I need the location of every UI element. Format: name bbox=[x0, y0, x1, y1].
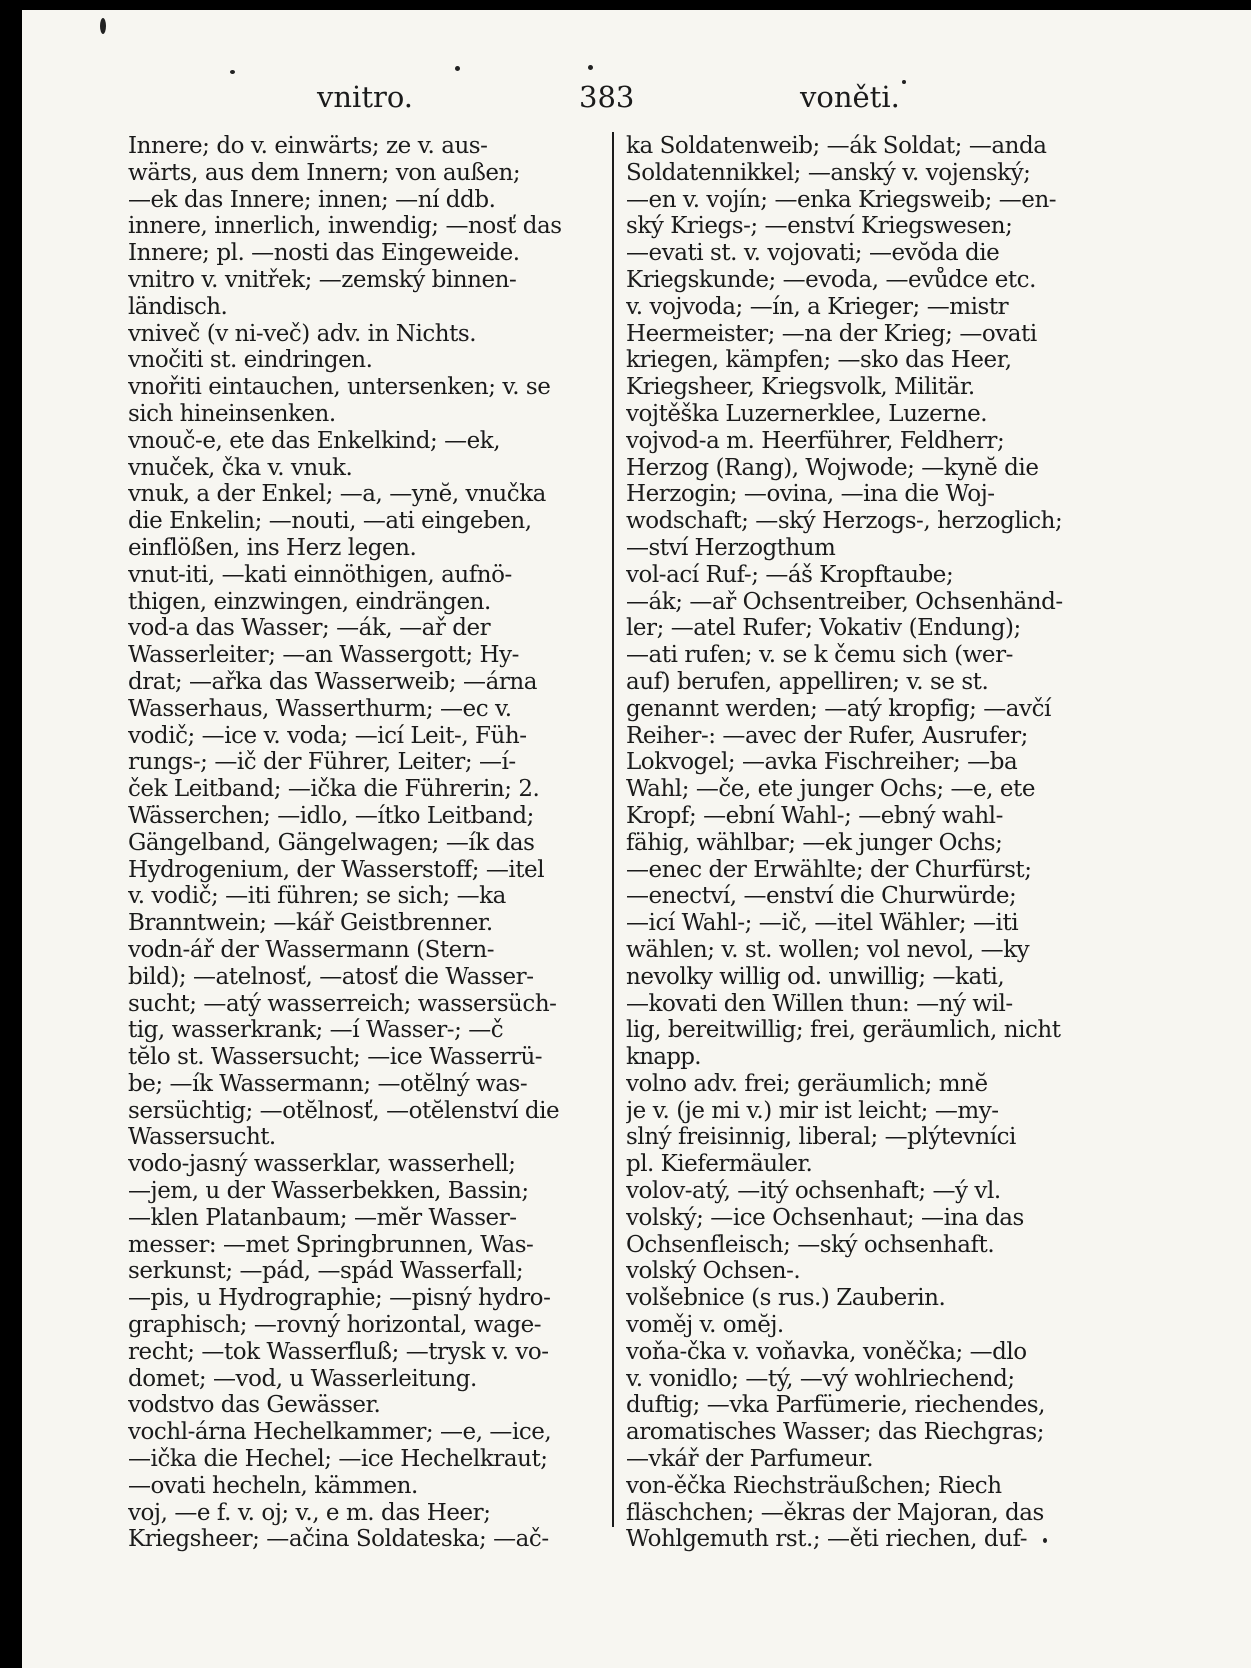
entry-line: graphisch; —rovný horizontal, wage- bbox=[128, 1312, 542, 1339]
entry-line: ler; —atel Rufer; Vokativ (Endung); bbox=[626, 615, 1021, 642]
entry-line: vojvod-a m. Heerführer, Feldherr; bbox=[626, 427, 1005, 454]
entry-line: Innere; do v. einwärts; ze v. aus- bbox=[128, 133, 488, 159]
entry-line: Kriegskunde; —evoda, —evůdce etc. bbox=[626, 266, 1036, 293]
entry-line: —ati rufen; v. se k čemu sich (wer- bbox=[626, 642, 1013, 669]
ink-speck bbox=[455, 66, 460, 71]
entry-line: fähig, wählbar; —ek junger Ochs; bbox=[626, 829, 1003, 856]
entry-line: —icí Wahl-; —ič, —itel Wähler; —iti bbox=[626, 910, 1019, 937]
entry-line: v. vodič; —iti führen; se sich; —ka bbox=[128, 883, 506, 910]
entry-line: —enectví, —enství die Churwürde; bbox=[626, 883, 1017, 910]
ink-speck bbox=[230, 70, 235, 74]
entry-line: vnořiti eintauchen, untersenken; v. se bbox=[128, 374, 551, 401]
entry-line: vodo-jasný wasserklar, wasserhell; bbox=[128, 1151, 516, 1178]
entry-line: v. vonidlo; —tý, —vý wohlriechend; bbox=[626, 1365, 1015, 1392]
entry-line: messer: —met Springbrunnen, Was- bbox=[128, 1231, 534, 1258]
entry-line: voňa-čka v. voňavka, voněčka; —dlo bbox=[626, 1338, 1027, 1365]
entry-line: Branntwein; —kář Geistbrenner. bbox=[128, 910, 493, 937]
entry-line: Kriegsheer; —ačina Soldateska; —ač- bbox=[128, 1526, 549, 1553]
entry-line: serkunst; —pád, —spád Wasserfall; bbox=[128, 1258, 524, 1285]
entry-line: volský Ochsen-. bbox=[626, 1258, 801, 1285]
entry-line: vojtěška Luzernerklee, Luzerne. bbox=[626, 400, 988, 427]
entry-line: kriegen, kämpfen; —sko das Heer, bbox=[626, 347, 1012, 374]
entry-line: —klen Platanbaum; —mĕr Wasser- bbox=[128, 1204, 517, 1231]
entry-line: Herzog (Rang), Wojwode; —kynĕ die bbox=[626, 454, 1039, 481]
entry-line: Gängelband, Gängelwagen; —ík das bbox=[128, 829, 535, 856]
entry-line: be; —ík Wassermann; —otĕlný was- bbox=[128, 1070, 528, 1097]
entry-line: vnouč-e, ete das Enkelkind; —ek, bbox=[128, 427, 501, 454]
entry-line: slný freisinnig, liberal; —plýtevníci bbox=[626, 1124, 1016, 1151]
left-guide-word: vnitro. bbox=[317, 80, 414, 114]
entry-line: einflößen, ins Herz legen. bbox=[128, 534, 417, 561]
entry-line: sersüchtig; —otĕlnosť, —otĕlenství die bbox=[128, 1097, 560, 1124]
entry-line: innere, innerlich, inwendig; —nosť das bbox=[128, 213, 562, 240]
entry-line: drat; —ařka das Wasserweib; —árna bbox=[128, 668, 537, 695]
entry-line: volno adv. frei; geräumlich; mnĕ bbox=[626, 1070, 988, 1097]
entry-line: —en v. vojín; —enka Kriegsweib; —en- bbox=[626, 186, 1057, 213]
entry-line: —ák; —ař Ochsentreiber, Ochsenhänd- bbox=[626, 588, 1063, 615]
entry-line: vochl-árna Hechelkammer; —e, —ice, bbox=[128, 1419, 552, 1446]
entry-line: die Enkelin; —nouti, —ati eingeben, bbox=[128, 508, 532, 535]
entry-line: aromatisches Wasser; das Riechgras; bbox=[626, 1419, 1045, 1446]
entry-line: Wahl; —če, ete junger Ochs; —e, ete bbox=[626, 776, 1035, 803]
entry-line: Kropf; —ební Wahl-; —ebný wahl- bbox=[626, 802, 1003, 829]
entry-line: Heermeister; —na der Krieg; —ovati bbox=[626, 320, 1037, 347]
entry-line: voměj v. omĕj. bbox=[626, 1312, 784, 1339]
entry-line: vodstvo das Gewässer. bbox=[128, 1392, 381, 1419]
right-guide-word: voněti. bbox=[800, 80, 900, 114]
page-header bbox=[22, 80, 1251, 130]
entry-line: volský; —ice Ochsenhaut; —ina das bbox=[626, 1204, 1024, 1231]
entry-line: bild); —atelnosť, —atosť die Wasser- bbox=[128, 963, 534, 990]
entry-line: Soldatennikkel; —anský v. vojenský; bbox=[626, 159, 1031, 186]
dictionary-page bbox=[22, 10, 1251, 1668]
entry-line: vnitro v. vnitřek; —zemský binnen- bbox=[128, 266, 517, 293]
entry-line: pl. Kiefermäuler. bbox=[626, 1151, 813, 1178]
entry-line: wählen; v. st. wollen; vol nevol, —ky bbox=[626, 936, 1030, 963]
entry-line: Wässerchen; —idlo, —ítko Leitband; bbox=[128, 802, 534, 829]
entry-line: vnut-iti, —kati einnöthigen, aufnö- bbox=[128, 561, 512, 588]
entry-line: knapp. bbox=[626, 1044, 701, 1071]
entry-line: wodschaft; —ský Herzogs-, herzoglich; bbox=[626, 508, 1063, 535]
entry-line: domet; —vod, u Wasserleitung. bbox=[128, 1365, 477, 1392]
entry-line: lig, bereitwillig; frei, geräumlich, nicht bbox=[626, 1017, 1061, 1044]
entry-line: vnuček, čka v. vnuk. bbox=[128, 454, 353, 481]
entry-line: ka Soldatenweib; —ák Soldat; —anda bbox=[626, 133, 1047, 159]
entry-line: vodič; —ice v. voda; —icí Leit-, Füh- bbox=[128, 722, 527, 749]
entry-line: recht; —tok Wasserfluß; —trysk v. vo- bbox=[128, 1338, 549, 1365]
left-column bbox=[128, 133, 608, 1553]
entry-line: wärts, aus dem Innern; von außen; bbox=[128, 159, 521, 186]
entry-line: Wasserleiter; —an Wassergott; Hy- bbox=[128, 642, 519, 669]
column-divider bbox=[612, 132, 614, 1527]
entry-line: sucht; —atý wasserreich; wassersüch- bbox=[128, 990, 557, 1017]
entry-line: —vkář der Parfumeur. bbox=[626, 1446, 874, 1473]
entry-line: fläschchen; —ěkras der Majoran, das bbox=[626, 1499, 1044, 1526]
entry-line: Wasserhaus, Wasserthurm; —ec v. bbox=[128, 695, 512, 722]
ink-speck bbox=[588, 65, 593, 70]
entry-line: —ovati hecheln, kämmen. bbox=[128, 1472, 418, 1499]
entry-line: Reiher-: —avec der Rufer, Ausrufer; bbox=[626, 722, 1028, 749]
entry-line: Ochsenfleisch; —ský ochsenhaft. bbox=[626, 1231, 995, 1258]
entry-line: —ství Herzogthum bbox=[626, 534, 836, 561]
entry-line: ský Kriegs-; —enství Kriegswesen; bbox=[626, 213, 1013, 240]
entry-line: Herzogin; —ovina, —ina die Woj- bbox=[626, 481, 995, 508]
entry-line: tig, wasserkrank; —í Wasser-; —č bbox=[128, 1017, 504, 1044]
entry-line: Wassersucht. bbox=[128, 1124, 276, 1151]
entry-line: von-ěčka Riechsträußchen; Riech bbox=[626, 1472, 1002, 1499]
entry-line: —evati st. v. vojovati; —evŏda die bbox=[626, 240, 1000, 267]
entry-line: nevolky willig od. unwillig; —kati, bbox=[626, 963, 1005, 990]
entry-line: v. vojvoda; —ín, a Krieger; —mistr bbox=[626, 293, 1009, 320]
entry-line: vod-a das Wasser; —ák, —ař der bbox=[128, 615, 491, 642]
entry-line: vnočiti st. eindringen. bbox=[128, 347, 373, 374]
entry-line: vnuk, a der Enkel; —a, —ynĕ, vnučka bbox=[128, 481, 546, 508]
entry-line: —pis, u Hydrographie; —pisný hydro- bbox=[128, 1285, 551, 1312]
entry-line: volov-atý, —itý ochsenhaft; —ý vl. bbox=[626, 1178, 1001, 1205]
entry-line: Kriegsheer, Kriegsvolk, Militär. bbox=[626, 374, 975, 401]
entry-line: sich hineinsenken. bbox=[128, 400, 336, 427]
entry-line: vniveč (v ni-več) adv. in Nichts. bbox=[128, 320, 477, 347]
entry-line: —ek das Innere; innen; —ní ddb. bbox=[128, 186, 496, 213]
entry-line: rungs-; —ič der Führer, Leiter; —í- bbox=[128, 749, 516, 776]
right-column bbox=[626, 133, 1106, 1553]
entry-line: —kovati den Willen thun: —ný wil- bbox=[626, 990, 1013, 1017]
entry-line: vol-ací Ruf-; —áš Kropftaube; bbox=[626, 561, 954, 588]
entry-line: volšebnice (s rus.) Zauberin. bbox=[626, 1285, 946, 1312]
entry-line: —enec der Erwählte; der Churfürst; bbox=[626, 856, 1032, 883]
entry-line: tĕlo st. Wassersucht; —ice Wasserrü- bbox=[128, 1044, 543, 1071]
entry-line: voj, —e f. v. oj; v., e m. das Heer; bbox=[128, 1499, 491, 1526]
entry-line: Hydrogenium, der Wasserstoff; —itel bbox=[128, 856, 545, 883]
entry-line: genannt werden; —atý kropfig; —avčí bbox=[626, 695, 1051, 722]
entry-line: —jem, u der Wasserbekken, Bassin; bbox=[128, 1178, 529, 1205]
entry-line: je v. (je mi v.) mir ist leicht; —my- bbox=[626, 1097, 999, 1124]
entry-line: Wohlgemuth rst.; —ěti riechen, duf- bbox=[626, 1526, 1028, 1553]
entry-line: ček Leitband; —ička die Führerin; 2. bbox=[128, 776, 540, 803]
ink-speck bbox=[100, 18, 106, 34]
entry-line: auf) berufen, appelliren; v. se st. bbox=[626, 668, 989, 695]
page-number: 383 bbox=[579, 80, 635, 114]
entry-line: vodn-ář der Wassermann (Stern- bbox=[128, 936, 494, 963]
entry-line: Innere; pl. —nosti das Eingeweide. bbox=[128, 240, 520, 267]
entry-line: —ička die Hechel; —ice Hechelkraut; bbox=[128, 1446, 548, 1473]
entry-line: Lokvogel; —avka Fischreiher; —ba bbox=[626, 749, 1018, 776]
entry-line: duftig; —vka Parfümerie, riechendes, bbox=[626, 1392, 1045, 1419]
entry-line: ländisch. bbox=[128, 293, 228, 320]
entry-line: thigen, einzwingen, eindrängen. bbox=[128, 588, 491, 615]
